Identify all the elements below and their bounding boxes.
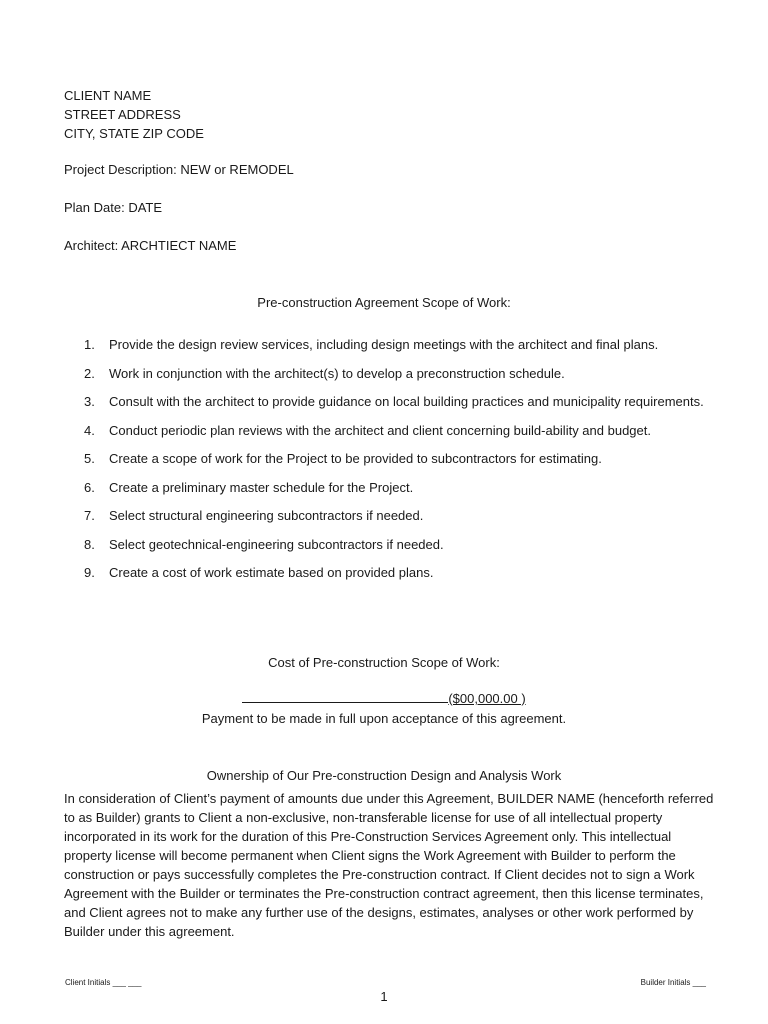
- list-item-number: 4.: [84, 422, 95, 438]
- builder-initials: Builder Initials ___: [640, 978, 706, 987]
- cost-heading: Cost of Pre-construction Scope of Work:: [268, 655, 500, 670]
- list-item-number: 9.: [84, 565, 95, 580]
- list-item: [64, 417, 724, 446]
- plan-date: Plan Date: DATE: [64, 200, 163, 215]
- scope-list: [64, 331, 724, 588]
- list-item-number: 5.: [84, 451, 95, 466]
- architect: Architect: ARCHTIECT NAME: [64, 238, 237, 253]
- list-item-number: 6.: [84, 479, 95, 495]
- list-item-text: Create a scope of work for the Project to be provided to subcontractors for estimating.: [109, 451, 602, 466]
- list-item-number: 8.: [84, 536, 95, 552]
- list-item-number: 3.: [84, 394, 95, 409]
- address-block: [64, 86, 204, 143]
- list-item: [64, 388, 724, 417]
- client-initials: Client Initials ___ ___: [65, 978, 142, 987]
- list-item-text: Create a cost of work estimate based on provided plans.: [109, 565, 434, 580]
- list-item-text: Select structural engineering subcontractors if needed.: [109, 508, 424, 523]
- cost-blank-line: [242, 690, 448, 703]
- cost-amount: ($00,000.00 ): [448, 691, 526, 706]
- cost-line: [0, 690, 768, 706]
- scope-heading: Pre-construction Agreement Scope of Work:: [257, 295, 511, 310]
- list-item-text: Conduct periodic plan reviews with the architect and client concerning build-ability and budget.: [109, 422, 651, 438]
- list-item: [64, 531, 724, 560]
- street-address: STREET ADDRESS: [64, 107, 181, 122]
- list-item-number: 1.: [84, 337, 95, 352]
- client-name: CLIENT NAME: [64, 88, 152, 103]
- list-item-text: Work in conjunction with the architect(s) to develop a preconstruction schedule.: [109, 365, 565, 381]
- list-item: [64, 474, 724, 503]
- ownership-paragraph: In consideration of Client’s payment of amounts due under this Agreement, BUILDER NAME (henceforth referred to as Builder) grants to Client a non-exclusive, non-transferable license for use of all intellectual property incorporated in its work for the duration of this Pre-Construction Services Agreement only. This intellectual property license will become permanent when Client signs the Work Agreement with Builder to perform the construction or pays successfully completes the Pre-construction contract. If Client decides not to sign a Work Agreement with the Builder or terminates the Pre-construction contract agreement, then this license terminates, and Client agrees not to make any further use of the designs, estimates, analyses or other work performed by Builder under this agreement.: [64, 791, 714, 939]
- project-description: Project Description: NEW or REMODEL: [64, 162, 294, 177]
- list-item-text: Consult with the architect to provide guidance on local building practices and municipality requirements.: [109, 394, 704, 409]
- list-item-text: Provide the design review services, including design meetings with the architect and final plans.: [109, 337, 659, 352]
- list-item-text: Select geotechnical-engineering subcontractors if needed.: [109, 536, 444, 552]
- list-item-text: Create a preliminary master schedule for the Project.: [109, 479, 414, 495]
- list-item: [64, 559, 724, 588]
- list-item: [64, 331, 724, 360]
- list-item-number: 2.: [84, 365, 95, 381]
- list-item-number: 7.: [84, 508, 95, 523]
- list-item: [64, 445, 724, 474]
- list-item: [64, 360, 724, 389]
- payment-note: Payment to be made in full upon acceptance of this agreement.: [201, 711, 567, 726]
- list-item: [64, 502, 724, 531]
- page-number: 1: [380, 989, 388, 1004]
- ownership-heading: Ownership of Our Pre-construction Design and Analysis Work: [206, 768, 562, 783]
- city-state-zip: CITY, STATE ZIP CODE: [64, 126, 204, 141]
